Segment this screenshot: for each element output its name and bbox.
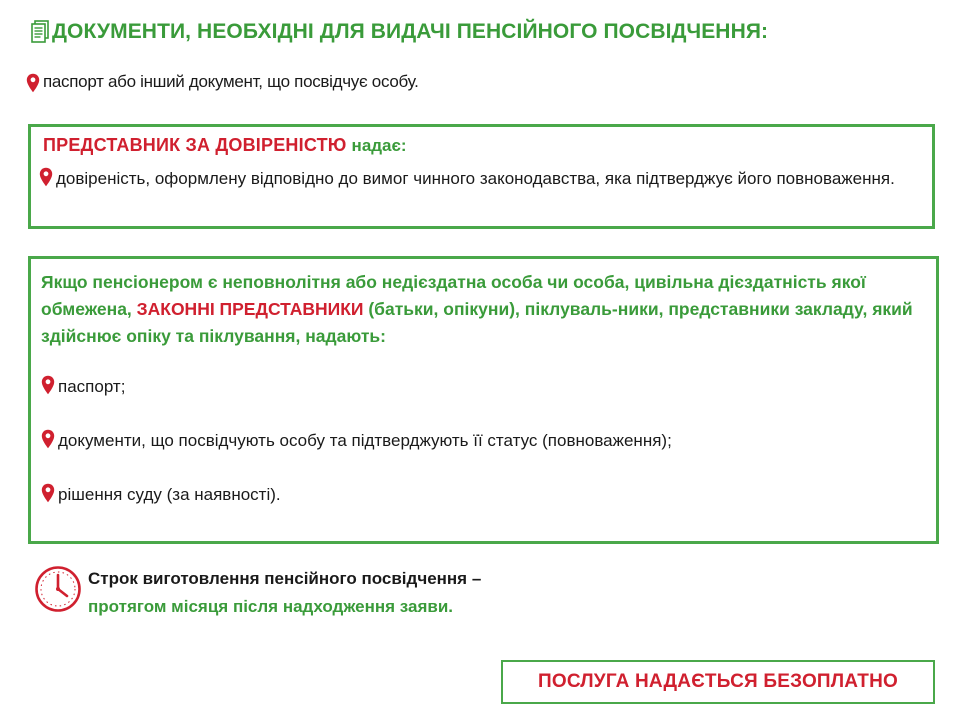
term-line1: Строк виготовлення пенсійного посвідчення – <box>88 569 482 588</box>
page-title: ДОКУМЕНТИ, НЕОБХІДНІ ДЛЯ ВИДАЧІ ПЕНСІЙНОГО ПОСВІДЧЕННЯ: <box>52 20 769 43</box>
location-pin-icon <box>26 73 40 93</box>
page-header <box>30 16 930 48</box>
legal-heading-red: ЗАКОННІ ПРЕДСТАВНИКИ <box>136 299 364 319</box>
legal-heading-part1: Якщо пенсіонером є неповнолітня або недієздатна особа чи особа, цивільна дієздатність якої обмежена, <box>41 272 866 319</box>
documents-icon <box>30 20 50 44</box>
clock-icon <box>34 565 82 613</box>
proxy-item-text: довіреність, оформлену відповідно до вимог чинного законодавства, яка підтверджує його повноваження. <box>56 169 895 188</box>
location-pin-icon <box>41 483 55 503</box>
legal-box-heading <box>41 269 922 350</box>
legal-heading-part2: (батьки, опікуни), піклуваль-ники, представники закладу, який здійснює опіку та піклування, надають: <box>41 299 913 346</box>
intro-item <box>26 72 926 93</box>
intro-text: паспорт або інший документ, що посвідчує особу. <box>43 72 419 91</box>
location-pin-icon <box>39 167 53 187</box>
location-pin-icon <box>41 375 55 395</box>
proxy-representative-box <box>28 124 935 229</box>
legal-item-text: паспорт; <box>58 377 126 396</box>
legal-item-text: рішення суду (за наявності). <box>58 485 281 504</box>
list-item <box>39 166 920 192</box>
proxy-title-green: надає: <box>351 136 407 155</box>
term-line2: протягом місяця після надходження заяви. <box>88 597 454 616</box>
legal-item-text: документи, що посвідчують особу та підтверджують її статус (повноваження); <box>58 431 672 450</box>
location-pin-icon <box>41 429 55 449</box>
list-item <box>41 428 922 454</box>
term-text <box>88 565 481 621</box>
list-item <box>41 482 922 508</box>
free-service-text: ПОСЛУГА НАДАЄТЬСЯ БЕЗОПЛАТНО <box>537 671 898 692</box>
legal-representatives-box <box>28 256 939 544</box>
production-term <box>34 565 634 621</box>
proxy-title-red: ПРЕДСТАВНИК ЗА ДОВІРЕНІСТЮ <box>43 135 347 155</box>
free-service-badge <box>501 660 935 704</box>
proxy-box-title <box>43 135 920 156</box>
list-item <box>41 374 922 400</box>
